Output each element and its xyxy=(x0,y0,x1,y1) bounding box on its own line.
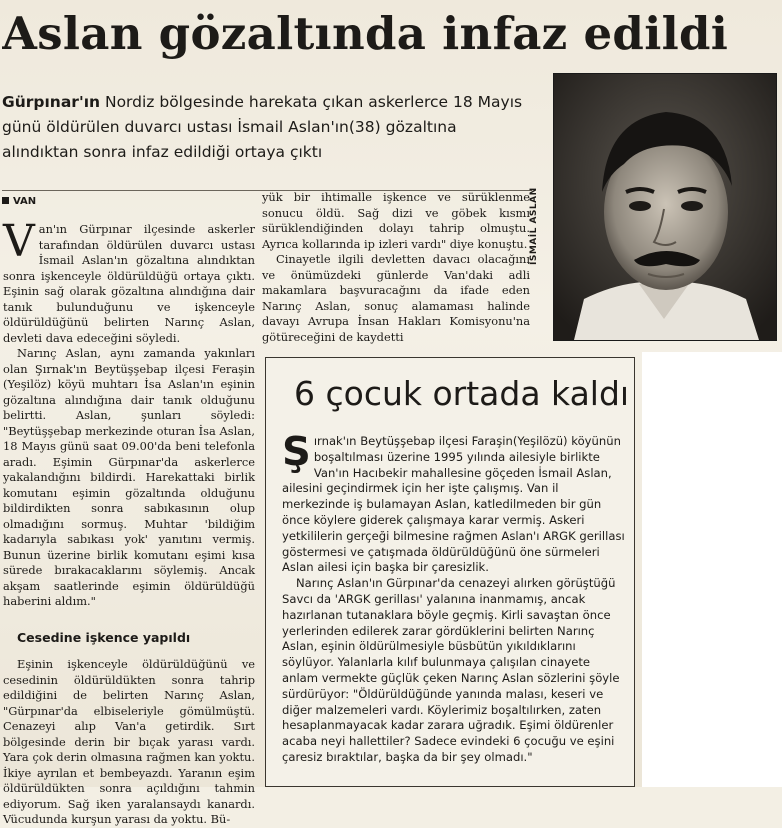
subheading: Cesedine işkence yapıldı xyxy=(17,629,191,645)
byline-location: VAN xyxy=(13,196,37,207)
paragraph: Cinayetle ilgili devletten davacı olacağını ve önümüzdeki günlerde Van'daki adli makamlara başvuracağını da ifade eden Narınç Aslan, sonuç alamaması halinde davayı Avrupa İnsan Hakları Komisyonu'na götüreceğini de kaydetti xyxy=(262,252,530,344)
sidebar-body xyxy=(282,429,626,766)
sidebar-title: 6 çocuk ortada kaldı xyxy=(294,374,630,413)
photo-caption: İSMAİL ASLAN xyxy=(529,187,539,265)
paragraph: Narınç Aslan, aynı zamanda yakınları olan Şırnak'ın Beytüşşebap ilçesi Feraşin (Yeşilöz) köyü muhtarı İsa Aslan'ın eşinin gözaltına alındığına dair tanık olduğunu belirtti. Aslan, şunları söyledi: "Beytüşşebap merkezinde oturan İsa Aslan, 18 Mayıs günü saat 09.00'da beni telefonla aradı. Eşimin Gürpınar'da askerlerce yakalandığını bildirdi. Harekattaki birlik komutanı eşimin gözaltında olduğunu bildirdikten sonra sabıkasının olup olmadığını sormuş. Muhtar 'bildiğim kadarıyla sabıkası yok' yanıtını vermiş. Bunun üzerine birlik komutanı eşimi kısa sürede bırakacaklarını söylemiş. Ancak akşam saatlerinde eşimin öldürüldüğü haberini aldım." xyxy=(3,346,255,608)
lede-bold: Gürpınar'ın xyxy=(2,93,101,111)
lede xyxy=(2,90,537,165)
drop-cap: V xyxy=(3,216,35,267)
paragraph: yük bir ihtimalle işkence ve sürüklenme sonucu öldü. Sağ dizi ve göbek kısmı sürüklendiğinden dolayı tahrip olmuştu. Ayrıca kollarında ip izleri vardı" diye konuştu. xyxy=(262,190,530,251)
blank-area xyxy=(642,352,782,787)
byline xyxy=(2,196,36,207)
paragraph: Narınç Aslan'ın Gürpınar'da cenazeyi alırken görüştüğü Savcı da 'ARGK gerillası' yalanına inanmamış, ancak hazırlanan tutanaklara böyle geçmiş. Kirli savaştan önce yerlerinden edilerek zarar gördüklerini belirten Narınç Aslan, eşinin öldürülmesiyle büsbütün yıkıldıklarını söylüyor. Yalanlarla kılıf bulunmaya çalışılan cinayete anlam vermekte güçlük çeken Narınç Aslan sözlerini şöyle sürdürüyor: "Öldürüldüğünde yanında malası, keseri ve diğer malzemeleri vardı. Köylerimiz boşaltılırken, zaten hesaplanmayacak kadar zarara uğradık. Eşimi öldürenler acaba neyi hallettiler? Sadece evindeki 6 çocuğu ve eşini çaresiz bıraktılar, başka da bir şey olmadı." xyxy=(282,576,620,764)
sidebar-box xyxy=(265,357,635,787)
portrait-image xyxy=(554,74,776,340)
paragraph: ırnak'ın Beytüşşebap ilçesi Faraşin(Yeşilözü) köyünün boşaltılması üzerine 1995 yılında ailesiyle birlikte Van'ın Hacıbekir mahallesine göçeden İsmail Aslan, ailesini geçindirmek için her işte çalışmış. Van il merkezinde iş bulamayan Aslan, katledilmeden bir gün önce köylere giderek çalışmaya karar vermiş. Askeri yetkililerin gerçeği bilmesine rağmen Aslan'ı ARGK gerillası göstermesi ve çatışmada öldürüldüğünü öne sürmeleri Aslan ailesi için başka bir çaresizlik. xyxy=(282,434,625,575)
drop-cap: Ş xyxy=(282,429,311,475)
paragraph: Eşinin işkenceyle öldürüldüğünü ve cesedinin öldürüldükten sonra tahrip edildiğini de belirten Narınç Aslan, "Gürpınar'da elbiseleriyle gömülmüştü. Cenazeyi alıp Van'a getirdik. Sırt bölgesinde derin bir bıçak yarası vardı. Yara çok derin olmasına rağmen kan yoktu. İkiye ayrılan et bembeyazdı. Yaranın eşim öldürüldükten sonra açıldığını tahmin ediyorum. Sağ iken yaralansaydı kanardı. Vücudunda kurşun yarası da yoktu. Bü- xyxy=(3,657,255,826)
square-bullet-icon xyxy=(2,197,9,204)
lede-text: Nordiz bölgesinde harekata çıkan askerlerce 18 Mayıs günü öldürülen duvarcı ustası İsmail Aslan'ın(38) gözaltına alındıktan sonra infaz edildiği ortaya çıktı xyxy=(2,93,523,161)
portrait-photo xyxy=(553,73,777,341)
headline: Aslan gözaltında infaz edildi xyxy=(2,7,729,60)
article-column-2 xyxy=(262,190,530,345)
paragraph: an'ın Gürpınar ilçesinde askerler tarafından öldürülen duvarcı ustası İsmail Aslan'ın gözaltına alındıktan sonra işkenceyle öldürüldüğü ortaya çıktı. Eşinin sağ olarak gözaltına alındığına dair tanık bulunduğunu ve işkenceyle öldürüldüğünü belirten Narınç Aslan, devleti dava edeceğini söyledi. xyxy=(3,222,255,345)
article-column-1 xyxy=(3,216,255,828)
